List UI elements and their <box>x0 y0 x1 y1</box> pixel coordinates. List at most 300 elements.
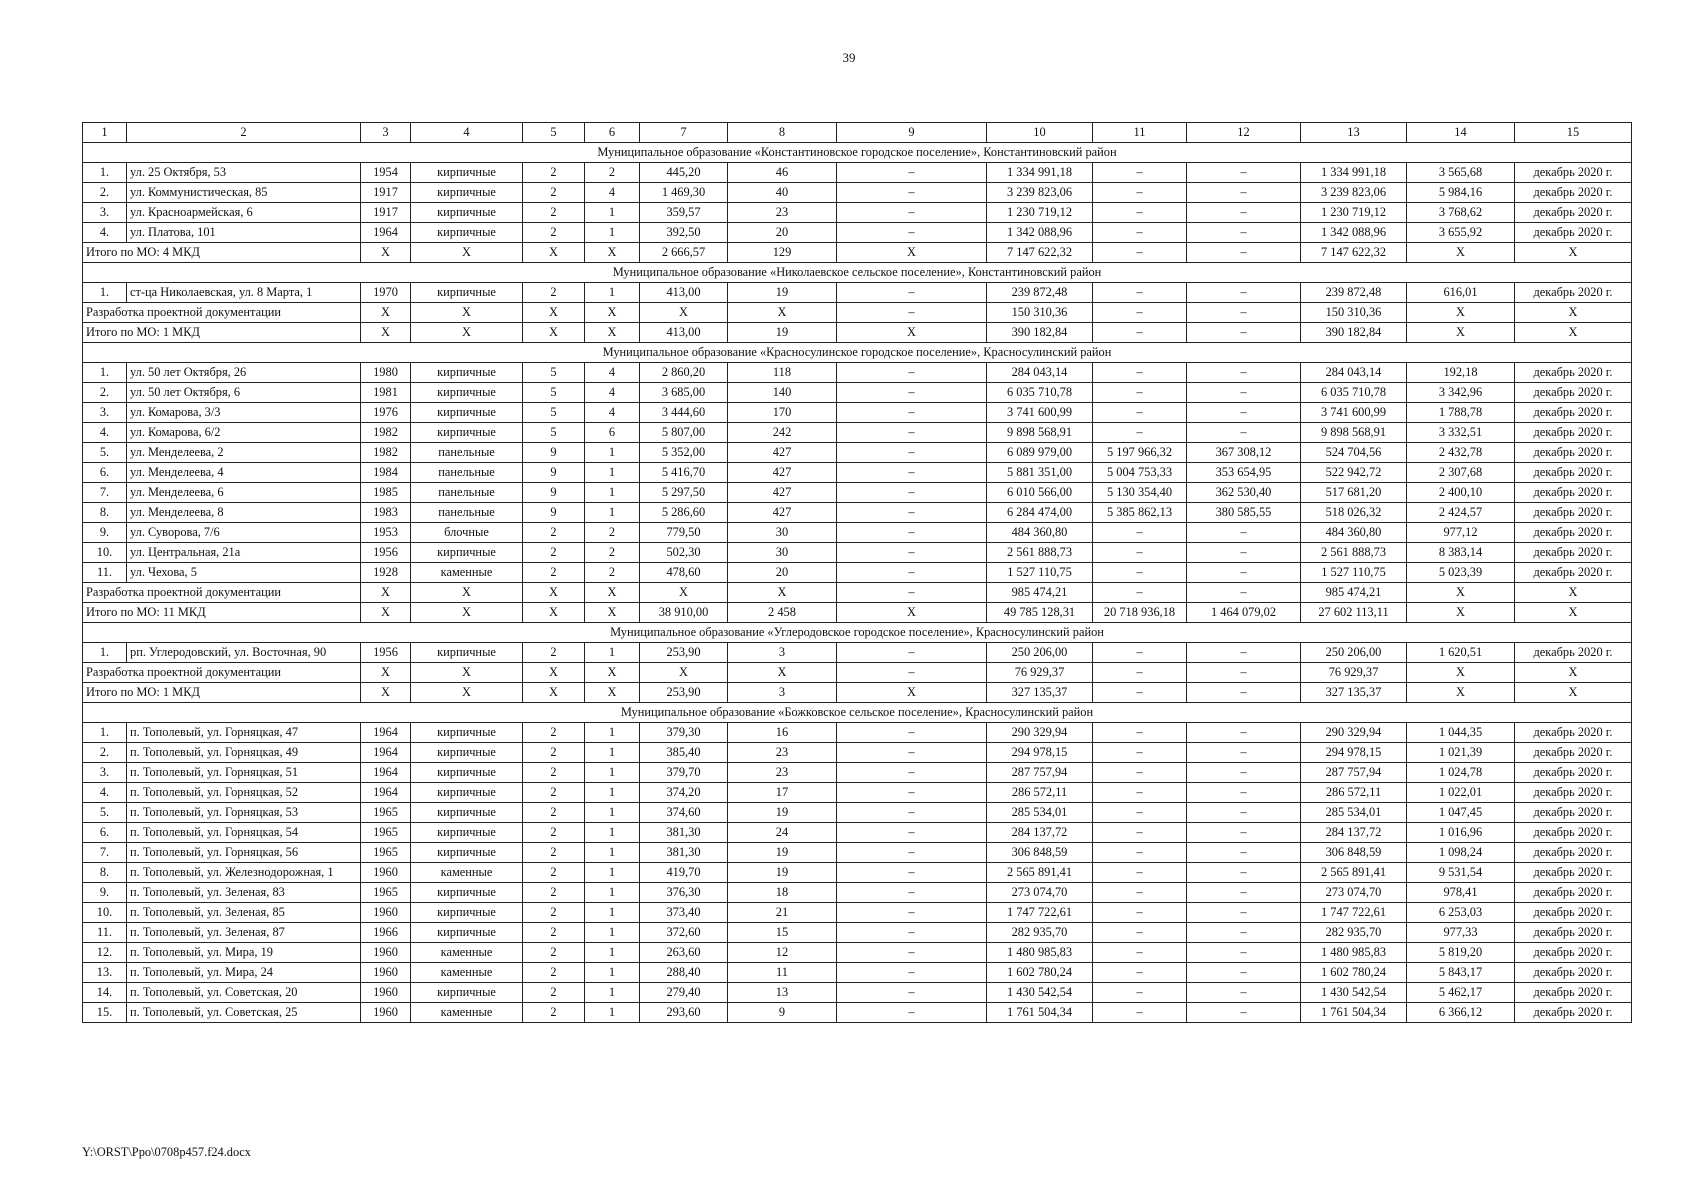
table-cell: 263,60 <box>640 943 728 963</box>
table-cell: – <box>1187 663 1301 683</box>
table-cell: 2 860,20 <box>640 363 728 383</box>
table-cell: 2 666,57 <box>640 243 728 263</box>
table-cell: 1 024,78 <box>1407 763 1515 783</box>
table-cell: 779,50 <box>640 523 728 543</box>
table-cell: 284 043,14 <box>987 363 1093 383</box>
page-number: 39 <box>842 50 856 65</box>
column-header: 15 <box>1515 123 1632 143</box>
summary-label: Разработка проектной документации <box>83 303 361 323</box>
table-cell: 1960 <box>361 983 411 1003</box>
table-cell: 15. <box>83 1003 127 1023</box>
table-cell: 1. <box>83 163 127 183</box>
table-cell: 1 747 722,61 <box>987 903 1093 923</box>
table-cell: 294 978,15 <box>987 743 1093 763</box>
table-cell: декабрь 2020 г. <box>1515 943 1632 963</box>
table-cell: 286 572,11 <box>987 783 1093 803</box>
table-cell: 616,01 <box>1407 283 1515 303</box>
table-cell: 2 <box>523 643 585 663</box>
table-cell: 2 432,78 <box>1407 443 1515 463</box>
table-cell: 150 310,36 <box>987 303 1093 323</box>
table-cell: 285 534,01 <box>1301 803 1407 823</box>
table-cell: – <box>1187 843 1301 863</box>
table-cell: X <box>361 323 411 343</box>
table-cell: 4. <box>83 783 127 803</box>
table-cell: 5 197 966,32 <box>1093 443 1187 463</box>
table-row <box>83 983 1632 1003</box>
table-cell: декабрь 2020 г. <box>1515 483 1632 503</box>
municipality-section-row <box>83 143 1632 163</box>
table-cell: 376,30 <box>640 883 728 903</box>
table-cell: – <box>837 783 987 803</box>
table-cell: декабрь 2020 г. <box>1515 203 1632 223</box>
table-cell: 1 <box>585 863 640 883</box>
address-cell: ст-ца Николаевская, ул. 8 Марта, 1 <box>127 283 361 303</box>
table-cell: – <box>1093 983 1187 1003</box>
table-cell: 1 016,96 <box>1407 823 1515 843</box>
table-cell: X <box>361 583 411 603</box>
table-cell: X <box>1407 603 1515 623</box>
table-cell: X <box>585 603 640 623</box>
table-cell: 1960 <box>361 963 411 983</box>
table-cell: декабрь 2020 г. <box>1515 983 1632 1003</box>
table-cell: 2 <box>523 763 585 783</box>
table-cell: X <box>523 243 585 263</box>
table-cell: – <box>1187 523 1301 543</box>
column-header: 8 <box>728 123 837 143</box>
table-cell: 985 474,21 <box>987 583 1093 603</box>
table-cell: X <box>361 303 411 323</box>
table-row <box>83 643 1632 663</box>
table-cell: 1 430 542,54 <box>1301 983 1407 1003</box>
table-cell: 1 <box>585 843 640 863</box>
table-cell: 1 230 719,12 <box>1301 203 1407 223</box>
table-cell: X <box>837 603 987 623</box>
table-row <box>83 403 1632 423</box>
table-cell: 3. <box>83 203 127 223</box>
table-cell: 38 910,00 <box>640 603 728 623</box>
table-row <box>83 943 1632 963</box>
table-cell: блочные <box>411 523 523 543</box>
table-cell: 253,90 <box>640 683 728 703</box>
address-cell: п. Тополевый, ул. Горняцкая, 56 <box>127 843 361 863</box>
column-header: 11 <box>1093 123 1187 143</box>
table-cell: – <box>1093 583 1187 603</box>
municipality-section-title: Муниципальное образование «Константиновское городское поселение», Константиновский район <box>83 143 1632 163</box>
table-cell: 359,57 <box>640 203 728 223</box>
table-cell: – <box>1093 863 1187 883</box>
table-cell: 118 <box>728 363 837 383</box>
table-cell: 2 <box>523 923 585 943</box>
table-cell: – <box>837 643 987 663</box>
table-cell: декабрь 2020 г. <box>1515 223 1632 243</box>
table-cell: 2 <box>523 803 585 823</box>
table-cell: 12 <box>728 943 837 963</box>
table-cell: 4 <box>585 183 640 203</box>
table-cell: панельные <box>411 503 523 523</box>
table-cell: 5 023,39 <box>1407 563 1515 583</box>
address-cell: п. Тополевый, ул. Железнодорожная, 1 <box>127 863 361 883</box>
table-cell: 2 <box>523 983 585 1003</box>
table-cell: 30 <box>728 543 837 563</box>
table-cell: 9. <box>83 523 127 543</box>
table-cell: 2 <box>523 743 585 763</box>
table-cell: – <box>837 823 987 843</box>
table-cell: – <box>1187 823 1301 843</box>
table-cell: X <box>585 683 640 703</box>
table-cell: кирпичные <box>411 643 523 663</box>
table-cell: 239 872,48 <box>987 283 1093 303</box>
table-cell: декабрь 2020 г. <box>1515 403 1632 423</box>
table-cell: 8 383,14 <box>1407 543 1515 563</box>
table-cell: 15 <box>728 923 837 943</box>
table-cell: – <box>1187 1003 1301 1023</box>
column-header: 14 <box>1407 123 1515 143</box>
table-cell: X <box>361 663 411 683</box>
table-cell: 23 <box>728 203 837 223</box>
table-cell: 1 <box>585 1003 640 1023</box>
table-cell: X <box>1407 583 1515 603</box>
table-cell: X <box>837 683 987 703</box>
table-cell: – <box>1093 163 1187 183</box>
table-cell: 1953 <box>361 523 411 543</box>
table-cell: 1960 <box>361 863 411 883</box>
table-cell: 21 <box>728 903 837 923</box>
summary-row <box>83 303 1632 323</box>
table-cell: 5 416,70 <box>640 463 728 483</box>
table-cell: 13. <box>83 963 127 983</box>
table-cell: 1 021,39 <box>1407 743 1515 763</box>
table-cell: 2 <box>585 563 640 583</box>
table-cell: 7. <box>83 843 127 863</box>
summary-label: Итого по МО: 4 МКД <box>83 243 361 263</box>
table-cell: каменные <box>411 943 523 963</box>
address-cell: ул. Менделеева, 4 <box>127 463 361 483</box>
summary-row <box>83 243 1632 263</box>
table-cell: декабрь 2020 г. <box>1515 863 1632 883</box>
table-row <box>83 423 1632 443</box>
table-cell: декабрь 2020 г. <box>1515 523 1632 543</box>
table-cell: 1985 <box>361 483 411 503</box>
table-cell: – <box>1093 783 1187 803</box>
table-cell: 6 089 979,00 <box>987 443 1093 463</box>
table-cell: 372,60 <box>640 923 728 943</box>
table-cell: 2 <box>523 723 585 743</box>
table-cell: 1 230 719,12 <box>987 203 1093 223</box>
table-cell: X <box>361 683 411 703</box>
table-cell: 374,20 <box>640 783 728 803</box>
table-cell: – <box>1093 423 1187 443</box>
table-cell: 1 602 780,24 <box>1301 963 1407 983</box>
table-cell: 150 310,36 <box>1301 303 1407 323</box>
table-cell: 1 098,24 <box>1407 843 1515 863</box>
table-cell: – <box>1187 323 1301 343</box>
table-cell: 1 <box>585 923 640 943</box>
table-cell: декабрь 2020 г. <box>1515 823 1632 843</box>
address-cell: ул. Чехова, 5 <box>127 563 361 583</box>
table-cell: декабрь 2020 г. <box>1515 563 1632 583</box>
table-row <box>83 783 1632 803</box>
table-cell: 5 462,17 <box>1407 983 1515 1003</box>
table-cell: X <box>728 663 837 683</box>
table-cell: – <box>1093 303 1187 323</box>
summary-row <box>83 683 1632 703</box>
table-cell: кирпичные <box>411 163 523 183</box>
table-cell: 5 352,00 <box>640 443 728 463</box>
table-cell: 2 458 <box>728 603 837 623</box>
table-cell: кирпичные <box>411 543 523 563</box>
table-cell: 5 <box>523 403 585 423</box>
table-row <box>83 383 1632 403</box>
table-cell: кирпичные <box>411 743 523 763</box>
table-row <box>83 483 1632 503</box>
table-cell: 3 342,96 <box>1407 383 1515 403</box>
table-cell: 1964 <box>361 723 411 743</box>
table-cell: декабрь 2020 г. <box>1515 363 1632 383</box>
table-cell: X <box>1407 683 1515 703</box>
table-cell: X <box>728 303 837 323</box>
table-cell: – <box>837 403 987 423</box>
table-cell: X <box>361 243 411 263</box>
table-cell: 413,00 <box>640 283 728 303</box>
table-cell: X <box>728 583 837 603</box>
table-row <box>83 803 1632 823</box>
table-cell: 19 <box>728 863 837 883</box>
address-cell: ул. Платова, 101 <box>127 223 361 243</box>
table-cell: – <box>1093 823 1187 843</box>
table-row <box>83 363 1632 383</box>
table-cell: 1 <box>585 203 640 223</box>
table-cell: 1965 <box>361 803 411 823</box>
table-row <box>83 863 1632 883</box>
table-cell: 279,40 <box>640 983 728 1003</box>
table-cell: 1 <box>585 483 640 503</box>
table-cell: – <box>837 363 987 383</box>
table-cell: 2 <box>523 883 585 903</box>
table-cell: 10. <box>83 903 127 923</box>
table-cell: 1983 <box>361 503 411 523</box>
column-header-row <box>83 123 1632 143</box>
table-cell: 2 <box>523 843 585 863</box>
table-cell: 1917 <box>361 203 411 223</box>
table-cell: – <box>1187 243 1301 263</box>
table-cell: – <box>1093 963 1187 983</box>
table-cell: кирпичные <box>411 223 523 243</box>
table-cell: декабрь 2020 г. <box>1515 383 1632 403</box>
table-cell: 977,12 <box>1407 523 1515 543</box>
table-cell: X <box>640 583 728 603</box>
table-cell: 24 <box>728 823 837 843</box>
table-cell: 11. <box>83 563 127 583</box>
table-row <box>83 463 1632 483</box>
table-cell: 390 182,84 <box>987 323 1093 343</box>
table-row <box>83 503 1632 523</box>
table-cell: X <box>411 663 523 683</box>
table-cell: 170 <box>728 403 837 423</box>
table-cell: 294 978,15 <box>1301 743 1407 763</box>
table-cell: 2 <box>523 163 585 183</box>
table-cell: 5 <box>523 423 585 443</box>
table-cell: 19 <box>728 283 837 303</box>
table-cell: X <box>361 603 411 623</box>
table-cell: 1 <box>585 983 640 1003</box>
table-cell: 5 385 862,13 <box>1093 503 1187 523</box>
table-cell: панельные <box>411 483 523 503</box>
table-cell: 9 898 568,91 <box>1301 423 1407 443</box>
table-cell: – <box>1187 943 1301 963</box>
address-cell: п. Тополевый, ул. Горняцкая, 53 <box>127 803 361 823</box>
table-cell: кирпичные <box>411 183 523 203</box>
table-cell: – <box>1187 183 1301 203</box>
table-cell: 1 047,45 <box>1407 803 1515 823</box>
table-cell: – <box>1093 183 1187 203</box>
table-cell: 20 <box>728 563 837 583</box>
table-row <box>83 763 1632 783</box>
table-cell: – <box>1187 583 1301 603</box>
table-cell: 23 <box>728 743 837 763</box>
table-cell: – <box>837 883 987 903</box>
table-cell: 1 <box>585 283 640 303</box>
table-cell: 427 <box>728 483 837 503</box>
address-cell: ул. 25 Октября, 53 <box>127 163 361 183</box>
table-cell: 1956 <box>361 543 411 563</box>
table-cell: 282 935,70 <box>987 923 1093 943</box>
table-cell: декабрь 2020 г. <box>1515 843 1632 863</box>
table-cell: 1 <box>585 503 640 523</box>
table-cell: 1 747 722,61 <box>1301 903 1407 923</box>
table-cell: 1 620,51 <box>1407 643 1515 663</box>
table-cell: 379,30 <box>640 723 728 743</box>
table-cell: 18 <box>728 883 837 903</box>
table-cell: каменные <box>411 863 523 883</box>
table-cell: – <box>837 443 987 463</box>
table-cell: X <box>1515 683 1632 703</box>
table-cell: – <box>1093 643 1187 663</box>
table-cell: – <box>1187 163 1301 183</box>
table-cell: – <box>1187 803 1301 823</box>
table-cell: – <box>837 483 987 503</box>
table-cell: декабрь 2020 г. <box>1515 723 1632 743</box>
table-cell: X <box>523 663 585 683</box>
table-cell: 19 <box>728 843 837 863</box>
table-cell: – <box>1093 803 1187 823</box>
table-cell: – <box>1093 663 1187 683</box>
table-cell: – <box>837 203 987 223</box>
table-cell: – <box>837 963 987 983</box>
table-cell: 250 206,00 <box>987 643 1093 663</box>
table-cell: 484 360,80 <box>1301 523 1407 543</box>
table-cell: декабрь 2020 г. <box>1515 503 1632 523</box>
table-cell: – <box>1187 743 1301 763</box>
table-cell: 306 848,59 <box>987 843 1093 863</box>
table-cell: X <box>411 603 523 623</box>
table-cell: 427 <box>728 443 837 463</box>
address-cell: ул. Комарова, 6/2 <box>127 423 361 443</box>
table-cell: – <box>1187 543 1301 563</box>
table-cell: 288,40 <box>640 963 728 983</box>
table-cell: 2 561 888,73 <box>1301 543 1407 563</box>
table-row <box>83 1003 1632 1023</box>
table-cell: декабрь 2020 г. <box>1515 903 1632 923</box>
table-cell: 1965 <box>361 823 411 843</box>
address-cell: ул. 50 лет Октября, 26 <box>127 363 361 383</box>
table-cell: 2 307,68 <box>1407 463 1515 483</box>
column-header: 7 <box>640 123 728 143</box>
table-cell: 374,60 <box>640 803 728 823</box>
table-cell: – <box>837 563 987 583</box>
table-cell: 3 741 600,99 <box>1301 403 1407 423</box>
table-cell: X <box>585 583 640 603</box>
table-cell: – <box>1187 863 1301 883</box>
table-cell: 390 182,84 <box>1301 323 1407 343</box>
table-cell: декабрь 2020 г. <box>1515 463 1632 483</box>
table-cell: – <box>1093 903 1187 923</box>
table-cell: 284 137,72 <box>987 823 1093 843</box>
table-cell: 5 286,60 <box>640 503 728 523</box>
table-cell: 1 <box>585 723 640 743</box>
table-cell: X <box>523 583 585 603</box>
table-cell: 27 602 113,11 <box>1301 603 1407 623</box>
table-cell: 290 329,94 <box>987 723 1093 743</box>
table-row <box>83 203 1632 223</box>
table-row <box>83 223 1632 243</box>
table-cell: – <box>1187 963 1301 983</box>
table-cell: 2 <box>523 863 585 883</box>
table-cell: – <box>837 763 987 783</box>
table-cell: 1965 <box>361 843 411 863</box>
table-cell: – <box>1093 283 1187 303</box>
table-cell: 6 035 710,78 <box>987 383 1093 403</box>
table-cell: 327 135,37 <box>987 683 1093 703</box>
table-cell: 49 785 128,31 <box>987 603 1093 623</box>
table-cell: декабрь 2020 г. <box>1515 423 1632 443</box>
address-cell: п. Тополевый, ул. Горняцкая, 49 <box>127 743 361 763</box>
table-cell: кирпичные <box>411 803 523 823</box>
table-cell: 2 565 891,41 <box>987 863 1093 883</box>
table-cell: 6 366,12 <box>1407 1003 1515 1023</box>
table-cell: 11. <box>83 923 127 943</box>
table-cell: декабрь 2020 г. <box>1515 643 1632 663</box>
table-cell: – <box>1187 423 1301 443</box>
table-cell: каменные <box>411 563 523 583</box>
table-cell: 478,60 <box>640 563 728 583</box>
table-cell: – <box>1093 403 1187 423</box>
table-cell: декабрь 2020 г. <box>1515 543 1632 563</box>
table-cell: кирпичные <box>411 923 523 943</box>
table-cell: – <box>837 463 987 483</box>
table-cell: декабрь 2020 г. <box>1515 963 1632 983</box>
table-cell: 16 <box>728 723 837 743</box>
table-cell: 1982 <box>361 443 411 463</box>
table-cell: 3 <box>728 683 837 703</box>
table-cell: 5 <box>523 383 585 403</box>
column-header: 6 <box>585 123 640 143</box>
table-cell: 3 655,92 <box>1407 223 1515 243</box>
table-cell: кирпичные <box>411 723 523 743</box>
table-cell: X <box>411 583 523 603</box>
table-cell: 2 565 891,41 <box>1301 863 1407 883</box>
table-cell: X <box>523 323 585 343</box>
table-row <box>83 543 1632 563</box>
table-cell: 284 137,72 <box>1301 823 1407 843</box>
table-cell: 1970 <box>361 283 411 303</box>
table-cell: 9 531,54 <box>1407 863 1515 883</box>
table-cell: – <box>1093 243 1187 263</box>
table-row <box>83 743 1632 763</box>
table-cell: – <box>1093 543 1187 563</box>
table-cell: панельные <box>411 443 523 463</box>
table-cell: 140 <box>728 383 837 403</box>
table-cell: 367 308,12 <box>1187 443 1301 463</box>
